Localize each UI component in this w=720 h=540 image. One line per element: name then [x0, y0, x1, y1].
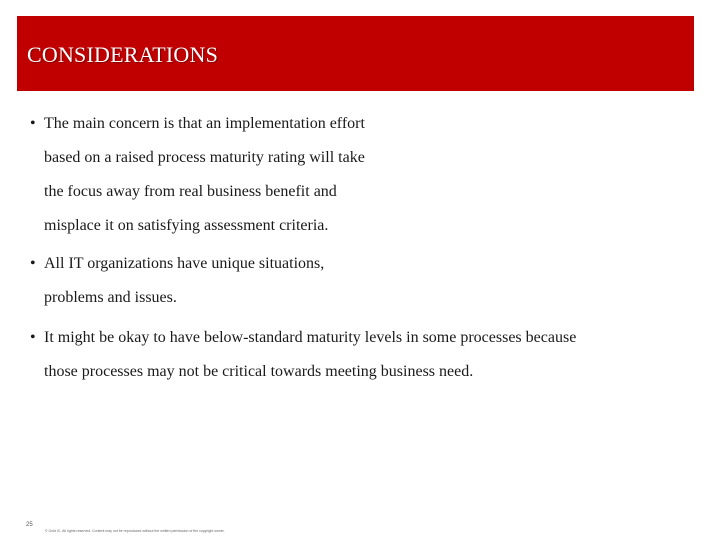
- bullet-line: [30, 321, 576, 355]
- bullet-item-implementation-concern: [30, 107, 365, 243]
- footer-copyright: © Gold IC. All rights reserved. Content may not be reproduced without the written permission of the copyright owner.: [45, 529, 225, 533]
- title-bar: [17, 16, 694, 91]
- bullet-text: The main concern is that an implementation effort: [44, 115, 365, 132]
- bullet-line: those processes may not be critical towards meeting business need.: [44, 363, 474, 380]
- page-number: 25: [26, 522, 33, 528]
- bullet-line: misplace it on satisfying assessment criteria.: [44, 217, 329, 234]
- bullet-marker: •: [30, 329, 36, 346]
- bullet-line: based on a raised process maturity rating will take: [44, 149, 365, 166]
- bullet-line: [30, 247, 324, 281]
- bullet-marker: •: [30, 255, 36, 272]
- bullet-text: It might be okay to have below-standard maturity levels in some processes because: [44, 329, 577, 346]
- slide-title: CONSIDERATIONS: [27, 42, 219, 67]
- bullet-item-below-standard-maturity: [30, 321, 576, 389]
- bullet-marker: •: [30, 115, 36, 132]
- bullet-item-unique-situations: [30, 247, 324, 315]
- bullet-line: [30, 107, 365, 141]
- bullet-text: All IT organizations have unique situations,: [44, 255, 325, 272]
- bullet-line: the focus away from real business benefit and: [44, 183, 337, 200]
- bullet-line: problems and issues.: [44, 289, 177, 306]
